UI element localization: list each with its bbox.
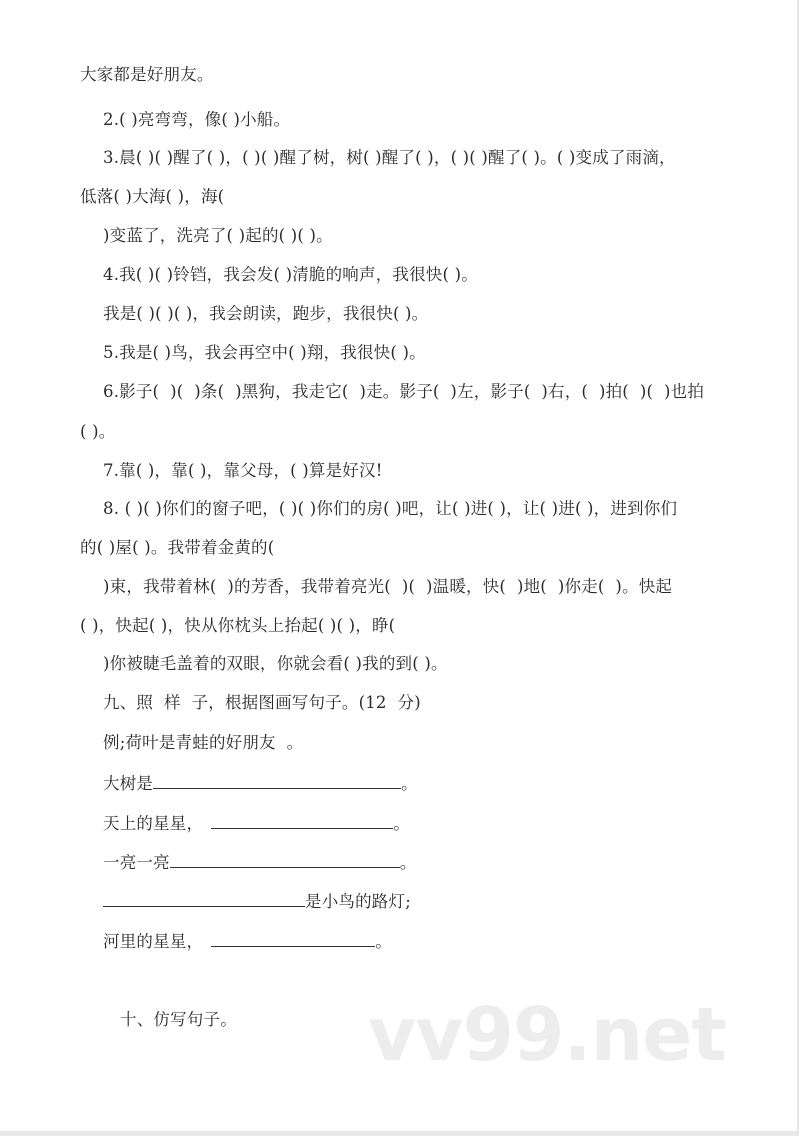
item-prefix: 一亮一亮 <box>103 853 170 872</box>
question-7: 7.靠( )，靠( )，靠父母，( )算是好汉! <box>103 461 383 480</box>
item-suffix: 。 <box>399 853 417 872</box>
text-line: )束，我带着林( )的芳香，我带着亮光( )( )温暖，快( )地( )你走( )。快起 <box>103 577 673 596</box>
item-suffix: 。 <box>401 774 418 793</box>
text-line: 的( )屋( )。我带着金黄的( <box>80 538 275 557</box>
fill-in-item <box>103 812 410 835</box>
answer-blank[interactable] <box>153 772 401 789</box>
section-10-title: 十、仿写句子。 <box>120 1010 237 1029</box>
text-line: 我是( )( )( )，我会朗读，跑步，我很快( )。 <box>103 304 429 323</box>
text-line: 低落( )大海( )，海( <box>80 187 225 206</box>
text-line: ( )。 <box>80 422 116 441</box>
item-suffix: 是小鸟的路灯; <box>305 892 411 911</box>
text-line: 大家都是好朋友。 <box>80 65 214 84</box>
item-prefix: 天上的星星， <box>103 814 204 833</box>
section-9-title: 九、照 样 子，根据图画写句子。(12 分) <box>103 693 421 712</box>
fill-in-item <box>103 930 392 953</box>
text-line: )你被睫毛盖着的双眼，你就会看( )我的到( )。 <box>103 654 448 673</box>
watermark: vv99.net <box>368 992 726 1078</box>
fill-in-item <box>103 890 411 913</box>
item-prefix: 河里的星星， <box>103 932 204 951</box>
fill-in-item <box>103 851 417 874</box>
fill-in-item <box>103 772 418 795</box>
answer-blank[interactable] <box>170 851 400 868</box>
question-2: 2.( )亮弯弯，像( )小船。 <box>103 110 291 129</box>
section-9-example: 例;荷叶是青蛙的好朋友 。 <box>103 733 304 752</box>
item-prefix: 大树是 <box>103 774 154 793</box>
answer-blank[interactable] <box>103 890 305 907</box>
question-6: 6.影子( )( )条( )黑狗，我走它( )走。影子( )左，影子( )右，( )拍( )( )也拍 <box>103 382 705 401</box>
text-line: ( )，快起( )，快从你枕头上抬起( )( )，睁( <box>80 616 396 635</box>
question-3: 3.晨( )( )醒了( )，( )( )醒了树，树( )醒了( )，( )( )醒了( )。( )变成了雨滴， <box>103 148 676 167</box>
item-suffix: 。 <box>393 814 410 833</box>
question-5: 5.我是( )鸟，我会再空中( )翔，我很快( )。 <box>103 343 426 362</box>
question-4: 4.我( )( )铃铛，我会发( )清脆的响声，我很快( )。 <box>103 265 478 284</box>
answer-blank[interactable] <box>211 812 393 829</box>
answer-blank[interactable] <box>211 930 375 947</box>
text-line: )变蓝了，洗亮了( )起的( )( )。 <box>103 226 333 245</box>
question-8: 8. ( )( )你们的窗子吧，( )( )你们的房( )吧，让( )进( )，让( )进( )，进到你们 <box>103 499 678 518</box>
item-suffix: 。 <box>375 932 392 951</box>
